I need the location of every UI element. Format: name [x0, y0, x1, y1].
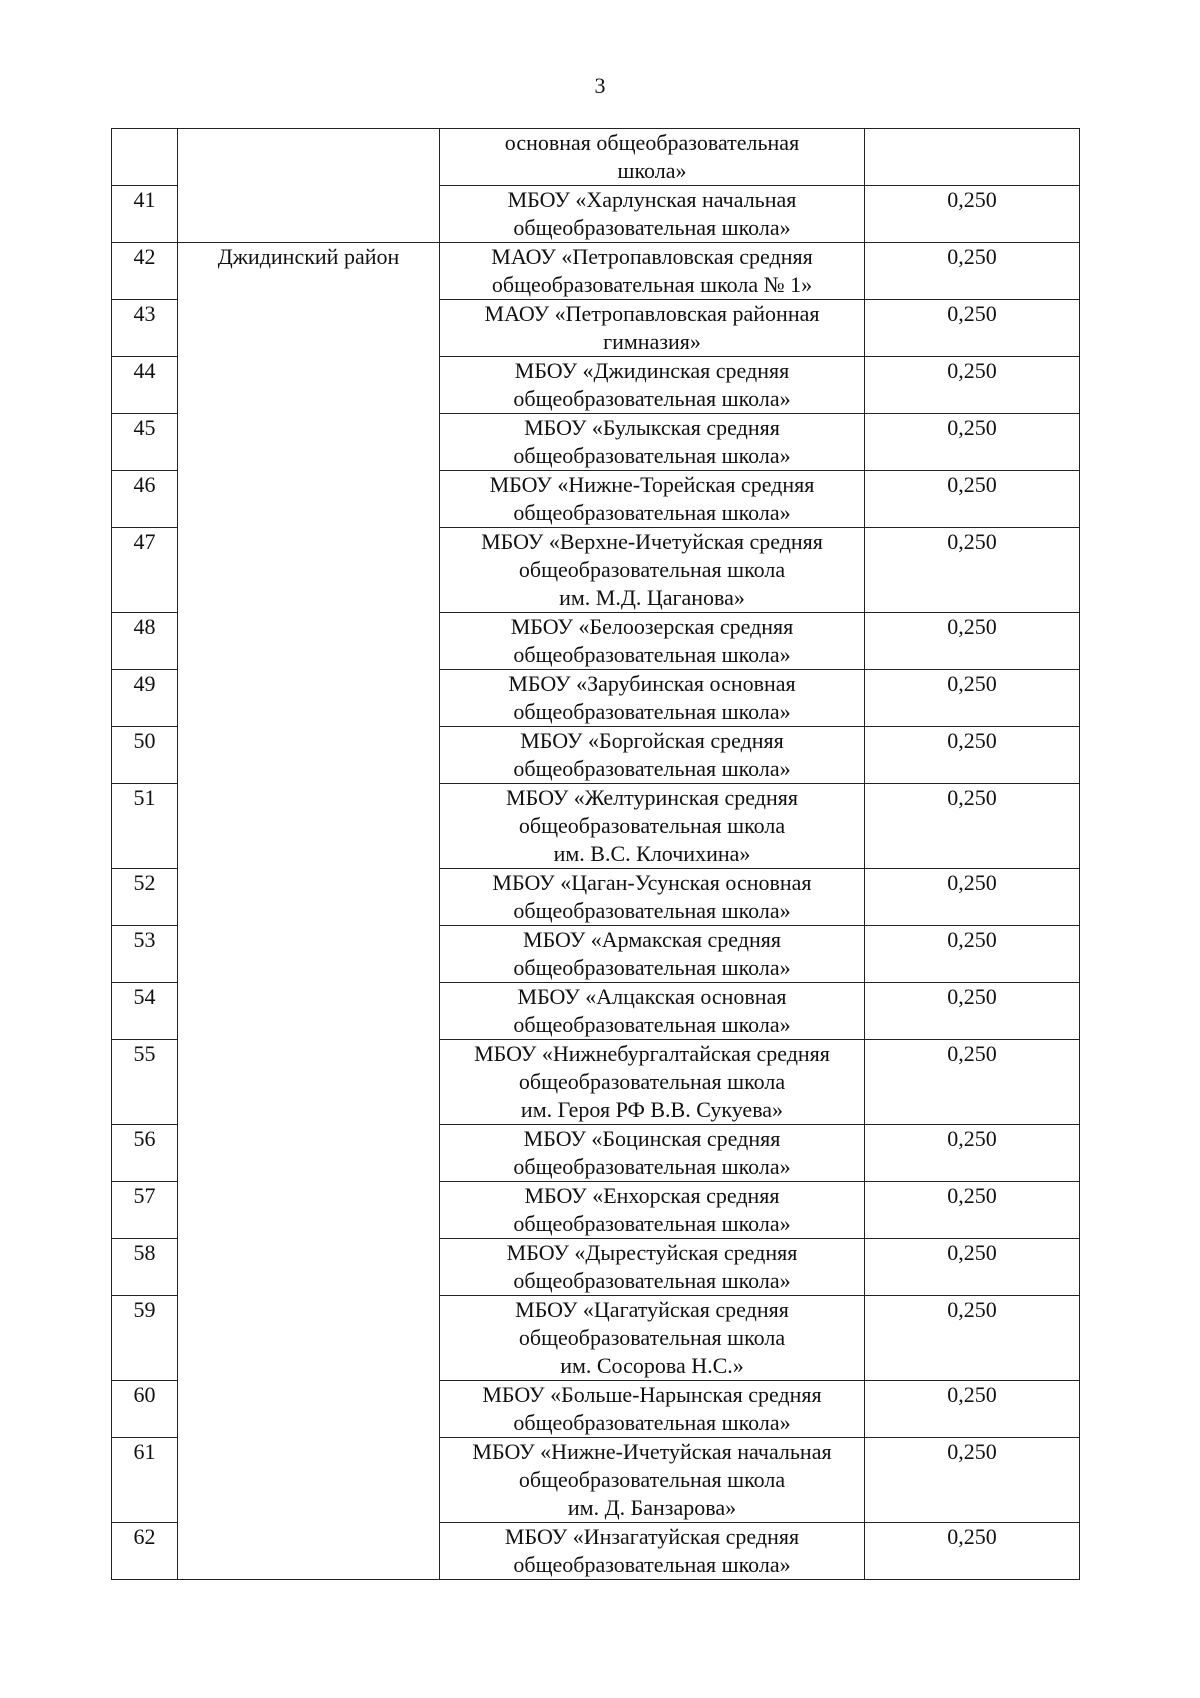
allocation-value: 0,250: [865, 1523, 1080, 1580]
row-number: 46: [112, 471, 178, 528]
school-name: МБОУ «Булыкская средняя общеобразовательная школа»: [440, 414, 865, 471]
school-name: МБОУ «Инзагатуйская средняя общеобразовательная школа»: [440, 1523, 865, 1580]
row-number: 58: [112, 1239, 178, 1296]
allocation-value: 0,250: [865, 983, 1080, 1040]
school-name: МБОУ «Зарубинская основная общеобразовательная школа»: [440, 670, 865, 727]
allocation-value: 0,250: [865, 1438, 1080, 1523]
row-number: 60: [112, 1381, 178, 1438]
row-number: [112, 129, 178, 186]
school-name: МБОУ «Цаган-Усунская основная общеобразовательная школа»: [440, 869, 865, 926]
school-name: МБОУ «Дырестуйская средняя общеобразовательная школа»: [440, 1239, 865, 1296]
allocation-value: 0,250: [865, 300, 1080, 357]
table-row: [112, 129, 1080, 186]
page-number: 3: [594, 73, 606, 98]
allocation-value: 0,250: [865, 613, 1080, 670]
school-name: МБОУ «Нижне-Торейская средняя общеобразовательная школа»: [440, 471, 865, 528]
row-number: 56: [112, 1125, 178, 1182]
allocation-value: 0,250: [865, 471, 1080, 528]
allocation-value: 0,250: [865, 727, 1080, 784]
row-number: 47: [112, 528, 178, 613]
school-name: МБОУ «Нижнебургалтайская средняя общеобразовательная школа им. Героя РФ В.В. Сукуева»: [440, 1040, 865, 1125]
school-name: МБОУ «Верхне-Ичетуйская средняя общеобразовательная школа им. М.Д. Цаганова»: [440, 528, 865, 613]
allocation-value: 0,250: [865, 243, 1080, 300]
row-number: 42: [112, 243, 178, 300]
allocation-value: 0,250: [865, 869, 1080, 926]
row-number: 55: [112, 1040, 178, 1125]
row-number: 43: [112, 300, 178, 357]
school-name: МБОУ «Алцакская основная общеобразовательная школа»: [440, 983, 865, 1040]
school-name: МБОУ «Белоозерская средняя общеобразовательная школа»: [440, 613, 865, 670]
school-name: МБОУ «Нижне-Ичетуйская начальная общеобразовательная школа им. Д. Банзарова»: [440, 1438, 865, 1523]
district-cell: [178, 243, 440, 1580]
row-number: 44: [112, 357, 178, 414]
allocation-value: 0,250: [865, 926, 1080, 983]
school-name: МАОУ «Петропавловская средняя общеобразовательная школа № 1»: [440, 243, 865, 300]
row-number: 51: [112, 784, 178, 869]
allocation-value: 0,250: [865, 186, 1080, 243]
row-number: 53: [112, 926, 178, 983]
allocation-value: 0,250: [865, 414, 1080, 471]
row-number: 49: [112, 670, 178, 727]
allocation-value: 0,250: [865, 357, 1080, 414]
allocation-value: 0,250: [865, 784, 1080, 869]
allocation-value: 0,250: [865, 1296, 1080, 1381]
row-number: 57: [112, 1182, 178, 1239]
school-name: основная общеобразовательная школа»: [440, 129, 865, 186]
school-name: МБОУ «Желтуринская средняя общеобразовательная школа им. В.С. Клочихина»: [440, 784, 865, 869]
table-row: [112, 243, 1080, 300]
school-name: МБОУ «Джидинская средняя общеобразовательная школа»: [440, 357, 865, 414]
school-name: МБОУ «Больше-Нарынская средняя общеобразовательная школа»: [440, 1381, 865, 1438]
row-number: 62: [112, 1523, 178, 1580]
allocation-value: 0,250: [865, 1125, 1080, 1182]
row-number: 61: [112, 1438, 178, 1523]
row-number: 45: [112, 414, 178, 471]
allocation-table: [111, 128, 1080, 1580]
allocation-value: 0,250: [865, 1182, 1080, 1239]
school-name: МБОУ «Енхорская средняя общеобразовательная школа»: [440, 1182, 865, 1239]
row-number: 59: [112, 1296, 178, 1381]
school-name: МБОУ «Армакская средняя общеобразовательная школа»: [440, 926, 865, 983]
school-name: МБОУ «Цагатуйская средняя общеобразовательная школа им. Сосорова Н.С.»: [440, 1296, 865, 1381]
row-number: 52: [112, 869, 178, 926]
school-name: МАОУ «Петропавловская районная гимназия»: [440, 300, 865, 357]
school-name: МБОУ «Харлунская начальная общеобразовательная школа»: [440, 186, 865, 243]
row-number: 41: [112, 186, 178, 243]
allocation-value: 0,250: [865, 1239, 1080, 1296]
school-name: МБОУ «Боцинская средняя общеобразовательная школа»: [440, 1125, 865, 1182]
row-number: 54: [112, 983, 178, 1040]
school-name: МБОУ «Боргойская средняя общеобразовательная школа»: [440, 727, 865, 784]
allocation-value: 0,250: [865, 1381, 1080, 1438]
district-cell: [178, 129, 440, 243]
allocation-value: [865, 129, 1080, 186]
row-number: 48: [112, 613, 178, 670]
allocation-value: 0,250: [865, 528, 1080, 613]
allocation-value: 0,250: [865, 670, 1080, 727]
row-number: 50: [112, 727, 178, 784]
district-name: Джидинский район: [217, 244, 400, 269]
allocation-value: 0,250: [865, 1040, 1080, 1125]
